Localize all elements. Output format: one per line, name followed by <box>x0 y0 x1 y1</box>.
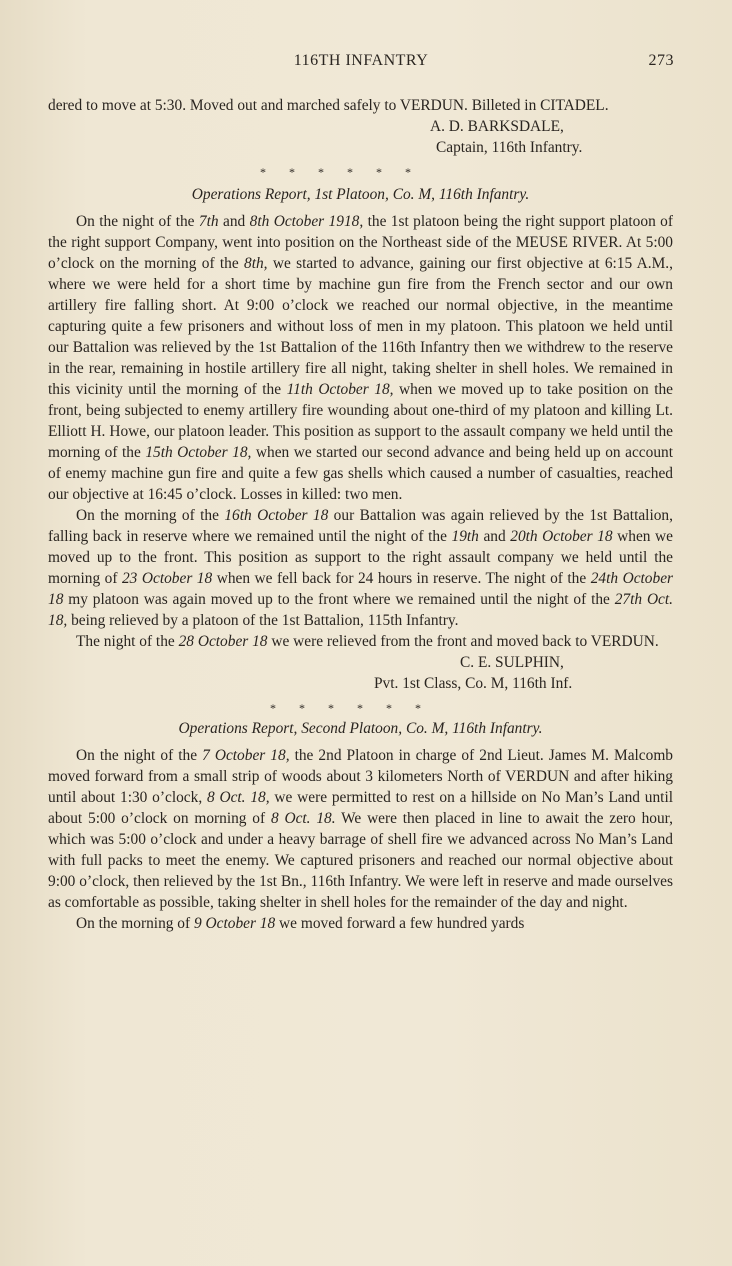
text-run: The night of the <box>76 633 179 650</box>
page-number: 273 <box>648 52 674 69</box>
italic-text-run: 24th October 18 <box>48 570 674 608</box>
text-run: On the night of the <box>76 747 203 764</box>
section-heading-2nd-platoon: Operations Report, Second Platoon, Co. M, 116th Infantry. <box>178 720 543 737</box>
signature-title: Captain, 116th Infantry. <box>436 139 583 156</box>
text-run: we started to advance, gaining our first objective at 6:15 A.M., where we were held for a short time by machine gun fire from the French sector and our own artillery fire falling short. At 9:00 o’clock we reached our normal objective, in the meantime capturing quite a few prisoners and without loss of men in my platoon. This platoon we held until our Battalion was relieved by the 1st Battalion of the 116th Infantry then we withdrew to the reserve in the rear, remaining in hostile artillery fire all night, taking shelter in shell holes. We remained in this vicinity until the morning of the <box>48 255 673 398</box>
text-run: and <box>478 528 511 545</box>
paragraph <box>48 913 673 934</box>
text-run: we were relieved from the front and moved back to VERDUN. <box>267 633 659 650</box>
text-run: our Battalion was again relieved by the 1st Battalion, falling back in reserve where we remained until the night of the <box>48 507 673 545</box>
text-run: On the night of the <box>76 213 199 230</box>
running-head <box>48 52 674 74</box>
signature-name: A. D. BARKSDALE, <box>430 118 564 135</box>
paragraph <box>48 505 673 631</box>
text-run: On the morning of <box>76 915 194 932</box>
text-run: when we moved up to take position on the front, being subjected to enemy artillery fire wounding about one-third of my platoon and killing Lt. Elliott H. Howe, our platoon leader. This position as support to the assault company we held until the morning of the <box>48 381 673 461</box>
italic-text-run: 20th October 18 <box>510 528 613 545</box>
section-separator: * * * * * * <box>270 701 431 715</box>
italic-text-run: 9 October 18 <box>193 915 276 932</box>
text-run: and <box>218 213 250 230</box>
signature-sulphin <box>48 652 673 694</box>
italic-text-run: 8 Oct. 18, <box>206 789 270 806</box>
text-run: We were then placed in line to await the zero hour, which was 5:00 o’clock and under a heavy barrage of shell fire we advanced across No Man’s Land with full packs to meet the enemy. We captured prisoners and reached our normal objective about 9:00 o’clock, then relieved by the 1st Bn., 116th Infantry. We were left in reserve and made ourselves as comfortable as possible, taking shelter in shell holes for the remainder of the day and night. <box>48 810 674 911</box>
text-run: the 1st platoon being the right support platoon of the right support Company, went into position on the Northeast side of the MEUSE RIVER. At 5:00 o’clock on the morning of the <box>48 213 673 272</box>
italic-text-run: 16th October 18 <box>224 507 329 524</box>
text-run: we moved forward a few hundred yards <box>275 915 525 932</box>
italic-text-run: 28 October 18 <box>178 633 268 650</box>
text-run: when we started our second advance and being held up on account of enemy machine gun fire and quite a few gas shells which caused a number of casualties, reached our objective at 16:45 o’clock. Losses in killed: two men. <box>48 444 673 503</box>
italic-text-run: 8th, <box>244 255 268 272</box>
signature-title: Pvt. 1st Class, Co. M, 116th Inf. <box>374 675 573 692</box>
text-run: we were permitted to rest on a hillside on No Man’s Land until about 5:00 o’clock on morning of <box>48 789 674 827</box>
italic-text-run: 11th October 18, <box>286 381 394 398</box>
italic-text-run: 8 Oct. 18. <box>270 810 336 827</box>
body-text <box>48 95 673 934</box>
italic-text-run: 19th <box>451 528 479 545</box>
paragraph <box>48 745 673 913</box>
text-run: when we moved up to the front. This position as support to the right assault company we held until the morning of <box>48 528 673 587</box>
text-run: the 2nd Platoon in charge of 2nd Lieut. James M. Malcomb moved forward from a small strip of woods about 3 kilometers North of VERDUN and after hiking until about 1:30 o’clock, <box>48 747 673 806</box>
signature-barksdale <box>48 116 673 158</box>
italic-text-run: 15th October 18, <box>145 444 252 461</box>
text-run: my platoon was again moved up to the front where we remained until the night of the <box>63 591 615 608</box>
italic-text-run: 7 October 18, <box>202 747 290 764</box>
italic-text-run: 8th October 1918, <box>249 213 364 230</box>
running-title: 116TH INFANTRY <box>293 52 429 69</box>
italic-text-run: 7th <box>198 213 219 230</box>
paragraph <box>48 211 673 505</box>
text-run: On the morning of the <box>76 507 225 524</box>
continued-paragraph: dered to move at 5:30. Moved out and marched safely to VERDUN. Billeted in CITADEL. <box>48 97 609 114</box>
signature-name: C. E. SULPHIN, <box>460 654 564 671</box>
text-run: being relieved by a platoon of the 1st Battalion, 115th Infantry. <box>67 612 459 629</box>
section-separator: * * * * * * <box>260 165 421 179</box>
italic-text-run: 23 October 18 <box>121 570 213 587</box>
section-heading-1st-platoon: Operations Report, 1st Platoon, Co. M, 116th Infantry. <box>191 186 530 203</box>
italic-text-run: 27th Oct. 18, <box>48 591 674 629</box>
text-run: when we fell back for 24 hours in reserve. The night of the <box>212 570 591 587</box>
paragraph <box>48 631 673 652</box>
